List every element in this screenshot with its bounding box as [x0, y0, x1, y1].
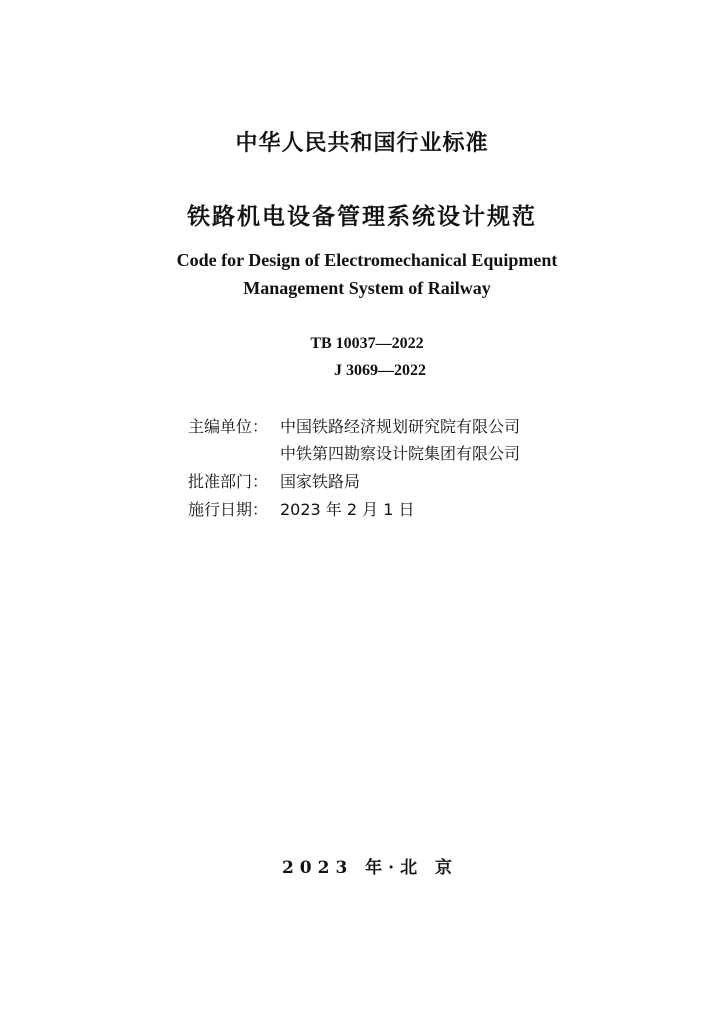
document-title-en-line1: Code for Design of Electromechanical Equipment: [176, 250, 558, 270]
approval-row: [188, 469, 360, 492]
document-title-cn: 铁路机电设备管理系统设计规范: [187, 204, 537, 230]
publication-imprint: 2023 年·北 京: [281, 858, 459, 878]
effective-date-row: [188, 497, 415, 520]
document-title-en-line2: Management System of Railway: [243, 278, 491, 298]
editor-value-1: 中国铁路经济规划研究院有限公司: [280, 417, 521, 436]
editor-row-1: [188, 414, 520, 437]
approval-value: 国家铁路局: [280, 472, 361, 491]
series-title: 中华人民共和国行业标准: [235, 131, 489, 156]
standard-code-tb: TB 10037—2022: [310, 335, 424, 352]
standard-code-j: J 3069—2022: [334, 362, 426, 379]
editor-row-2: [280, 441, 520, 464]
approval-label: 批准部门：: [188, 472, 269, 491]
effective-date-label: 施行日期：: [188, 500, 269, 519]
editor-value-2: 中铁第四勘察设计院集团有限公司: [280, 444, 521, 463]
effective-date-value: 2023 年 2 月 1 日: [280, 500, 415, 519]
editor-label: 主编单位：: [188, 417, 269, 436]
